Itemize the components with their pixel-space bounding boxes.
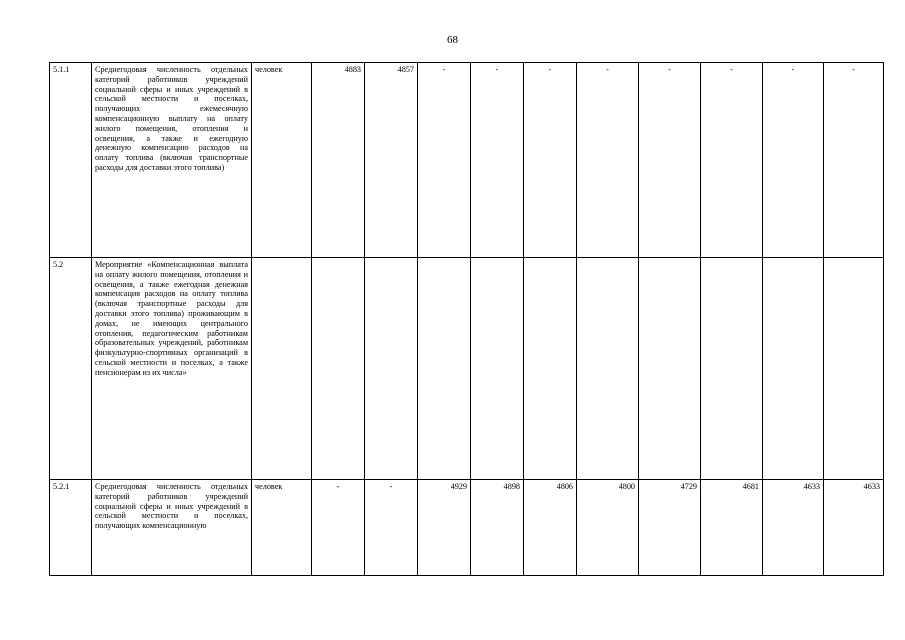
- value-cell: 4857: [365, 63, 418, 258]
- table-row: [50, 480, 884, 576]
- row-description: Среднегодовая численность отдельных категорий работников учреждений социальной сферы и иных учреждений в сельской местности и поселках, получающих ежемесячную компенсационную выплату на оплату жилого помещения, отопления и освещения, а также и ежегодную денежную компенсацию расходов на оплату топлива (включая транспортные расходы для доставки этого топлива): [92, 63, 252, 258]
- value-cell: 4929: [418, 480, 471, 576]
- value-cell: [701, 258, 763, 480]
- value-cell: 4806: [524, 480, 577, 576]
- value-cell: -: [577, 63, 639, 258]
- value-cell: -: [471, 63, 524, 258]
- page-number: 68: [447, 34, 458, 46]
- value-cell: -: [639, 63, 701, 258]
- value-cell: 4883: [312, 63, 365, 258]
- value-cell: 4898: [471, 480, 524, 576]
- value-cell: 4633: [824, 480, 884, 576]
- value-cell: [577, 258, 639, 480]
- value-cell: 4729: [639, 480, 701, 576]
- row-number: 5.1.1: [50, 63, 92, 258]
- value-cell: -: [312, 480, 365, 576]
- value-cell: [471, 258, 524, 480]
- value-cell: 4800: [577, 480, 639, 576]
- value-cell: -: [365, 480, 418, 576]
- row-number: 5.2: [50, 258, 92, 480]
- value-cell: -: [763, 63, 824, 258]
- value-cell: 4633: [763, 480, 824, 576]
- row-unit: человек: [252, 63, 312, 258]
- value-cell: 4681: [701, 480, 763, 576]
- value-cell: [312, 258, 365, 480]
- value-cell: [824, 258, 884, 480]
- value-cell: -: [418, 63, 471, 258]
- row-description: Среднегодовая численность отдельных категорий работников учреждений социальной сферы и иных учреждений в сельской местности и поселках, получающих компенсационную: [92, 480, 252, 576]
- row-description: Мероприятие «Компенсационная выплата на оплату жилого помещения, отопления и освещения, а также ежегодная денежная компенсация расходов на оплату топлива (включая транспортные расходы для доставки этого топлива) проживающим в домах, не имеющих центрального отопления, педагогическим работникам образовательных учреждений, работникам физкультурно-спортивных организаций в сельской местности и поселках, а также пенсионерам из их числа»: [92, 258, 252, 480]
- indicators-table: [49, 62, 884, 576]
- value-cell: -: [524, 63, 577, 258]
- row-number: 5.2.1: [50, 480, 92, 576]
- table-row: [50, 258, 884, 480]
- row-unit: [252, 258, 312, 480]
- value-cell: [639, 258, 701, 480]
- value-cell: [365, 258, 418, 480]
- table-row: [50, 63, 884, 258]
- value-cell: -: [701, 63, 763, 258]
- row-unit: человек: [252, 480, 312, 576]
- value-cell: -: [824, 63, 884, 258]
- value-cell: [524, 258, 577, 480]
- value-cell: [418, 258, 471, 480]
- value-cell: [763, 258, 824, 480]
